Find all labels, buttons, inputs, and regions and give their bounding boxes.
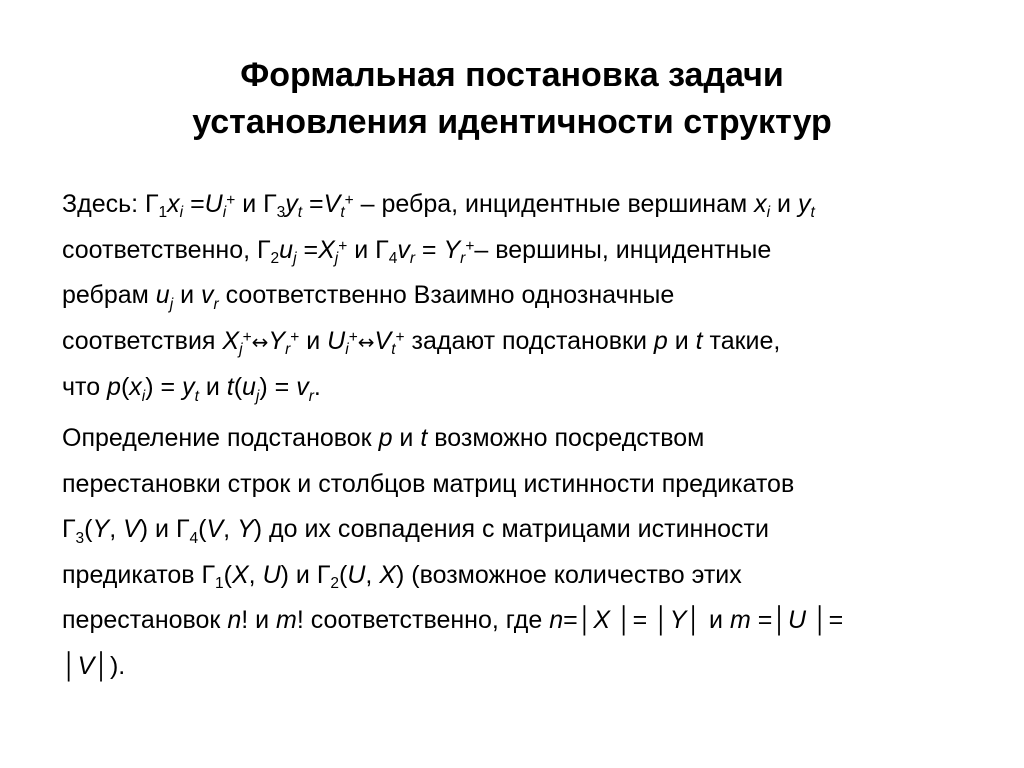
text-run: │	[577, 606, 594, 635]
text-run: m	[276, 606, 297, 635]
subscript: t	[194, 387, 199, 405]
text-run: x	[129, 373, 142, 402]
text-run: t	[695, 326, 703, 355]
text-run: X	[379, 560, 396, 589]
text-run: │ и	[686, 606, 730, 635]
superscript: +	[226, 192, 236, 210]
text-run: такие,	[702, 326, 781, 355]
text-run: │=	[806, 606, 844, 635]
text-run: ,	[248, 560, 263, 589]
subscript: r	[460, 250, 466, 268]
text-line	[62, 273, 962, 319]
text-line	[62, 416, 962, 462]
text-run: n	[227, 606, 242, 635]
text-run: V	[206, 515, 224, 544]
subscript: t	[340, 204, 345, 222]
slide-title	[0, 52, 1024, 146]
text-run: и	[667, 326, 696, 355]
text-run: и	[173, 281, 202, 310]
text-run: ) (возможное количество этих	[395, 560, 742, 589]
text-line	[62, 598, 962, 644]
subscript: j	[334, 250, 339, 268]
subscript: j	[255, 387, 260, 405]
subscript: i	[222, 204, 227, 222]
text-run: =│	[750, 606, 788, 635]
text-run: соответственно, Г	[62, 235, 271, 264]
text-run: =	[414, 235, 444, 264]
text-run: ребрам	[62, 281, 156, 310]
text-run: возможно посредством	[427, 423, 705, 452]
text-run: p	[107, 373, 121, 402]
text-line	[62, 553, 962, 599]
text-line	[62, 228, 962, 274]
text-line	[62, 462, 962, 508]
text-run: Определение подстановок	[62, 423, 379, 452]
text-run: U	[262, 560, 281, 589]
text-run: и	[299, 326, 328, 355]
text-run: – ребра, инцидентные вершинам	[353, 190, 755, 218]
paragraph-substitutions	[62, 416, 962, 690]
text-run: =	[296, 235, 319, 264]
text-run: =	[563, 606, 578, 635]
text-run: предикатов Г	[62, 560, 216, 589]
subscript: r	[409, 250, 415, 268]
arrow-symbol: ↔	[251, 329, 269, 354]
text-run: ! соответственно, где	[296, 606, 550, 635]
text-line	[62, 365, 962, 411]
superscript: +	[338, 237, 348, 255]
text-run: Y	[237, 515, 254, 544]
slide-body	[62, 182, 962, 695]
superscript: +	[465, 237, 475, 255]
text-run: – вершины, инцидентные	[474, 235, 772, 264]
superscript: +	[290, 328, 300, 346]
text-run: U	[204, 190, 223, 218]
text-run: ) =	[259, 373, 297, 402]
text-run: m	[729, 606, 751, 635]
text-run: Г	[62, 515, 76, 544]
subscript: r	[213, 295, 219, 313]
text-run: U	[327, 326, 346, 355]
text-run: (	[198, 515, 207, 544]
text-run: что	[62, 373, 108, 402]
text-run: перестановок	[62, 606, 228, 635]
text-run: ,	[109, 515, 124, 544]
subscript: 1	[215, 575, 224, 593]
superscript: +	[344, 192, 354, 210]
text-run: Y	[92, 515, 110, 544]
text-run: v	[201, 281, 214, 310]
text-run: U	[787, 606, 807, 635]
text-run: ,	[365, 560, 380, 589]
text-run: v	[397, 235, 410, 264]
subscript: 2	[270, 250, 280, 268]
subscript: 2	[330, 575, 339, 593]
text-run: V	[374, 326, 392, 355]
text-run: x	[754, 190, 767, 218]
text-run: x	[167, 190, 180, 218]
text-line	[62, 319, 962, 366]
subscript: t	[810, 204, 815, 222]
subscript: i	[141, 387, 146, 405]
text-run: p	[653, 326, 668, 355]
subscript: 4	[388, 250, 398, 268]
title-line-1: Формальная постановка задачи	[240, 56, 784, 94]
subscript: r	[285, 341, 291, 359]
text-run: V	[323, 190, 341, 218]
text-run: и	[392, 423, 421, 452]
text-run: n	[549, 606, 564, 635]
title-line-2: установления идентичности структур	[192, 103, 832, 141]
subscript: i	[345, 341, 349, 359]
text-run: Y	[268, 326, 286, 355]
text-run: │).	[94, 651, 126, 680]
text-run: ) =	[145, 373, 183, 402]
text-run: =	[183, 190, 205, 218]
text-run: ) и Г	[280, 560, 331, 589]
text-run: и	[198, 373, 227, 402]
subscript: 1	[158, 204, 168, 222]
text-run: задают подстановки	[404, 326, 654, 355]
text-run: │	[62, 651, 78, 680]
superscript: +	[242, 328, 252, 346]
text-run: u	[242, 373, 256, 402]
text-run: перестановки строк и столбцов матриц истинности предикатов	[62, 469, 795, 498]
text-run: X	[222, 326, 240, 355]
text-run: Y	[443, 235, 461, 264]
subscript: t	[297, 204, 303, 222]
text-run: (	[223, 560, 232, 589]
text-run: t	[420, 423, 428, 452]
subscript: 3	[276, 204, 286, 222]
text-run: V	[123, 515, 140, 544]
text-run: y	[182, 373, 195, 402]
text-line	[62, 644, 962, 690]
text-run: ! и	[241, 606, 277, 635]
text-run: │= │	[610, 606, 670, 635]
subscript: j	[293, 250, 297, 268]
subscript: i	[179, 204, 184, 222]
text-run: y	[285, 190, 298, 218]
text-run: U	[347, 560, 366, 589]
text-run: ) и Г	[139, 515, 190, 544]
text-run: ,	[223, 515, 238, 544]
text-run: (	[233, 373, 243, 402]
text-run: v	[296, 373, 309, 402]
subscript: 4	[189, 529, 199, 547]
subscript: 3	[75, 529, 85, 547]
text-run: и Г	[347, 235, 389, 264]
text-run: X	[318, 235, 335, 264]
subscript: j	[239, 341, 243, 359]
paragraph-definitions	[62, 182, 962, 411]
text-run: соответственно Взаимно однозначные	[218, 281, 675, 310]
superscript: +	[348, 328, 358, 346]
superscript: +	[395, 328, 405, 346]
text-run: p	[378, 423, 393, 452]
text-line	[62, 182, 962, 228]
text-run: ) до их совпадения с матрицами истинности	[253, 515, 769, 544]
text-run: .	[313, 373, 321, 402]
text-run: u	[155, 281, 170, 310]
text-run: u	[279, 235, 294, 264]
text-run: соответствия	[62, 326, 223, 355]
subscript: i	[766, 204, 771, 222]
subscript: j	[169, 295, 174, 313]
text-run: Y	[669, 606, 687, 635]
text-run: V	[77, 651, 95, 680]
text-run: (	[339, 560, 348, 589]
text-run: X	[593, 606, 611, 635]
text-run: X	[231, 560, 249, 589]
text-line	[62, 507, 962, 553]
subscript: t	[391, 341, 396, 359]
arrow-symbol: ↔	[357, 329, 375, 354]
subscript: r	[308, 387, 314, 405]
text-run: y	[797, 190, 811, 218]
text-run: (	[120, 373, 130, 402]
text-run: и Г	[235, 190, 277, 218]
text-run: =	[302, 190, 324, 218]
text-run: (	[84, 515, 93, 544]
text-run: t	[226, 373, 234, 402]
text-run: Здесь: Г	[62, 190, 159, 218]
text-run: и	[770, 190, 798, 218]
